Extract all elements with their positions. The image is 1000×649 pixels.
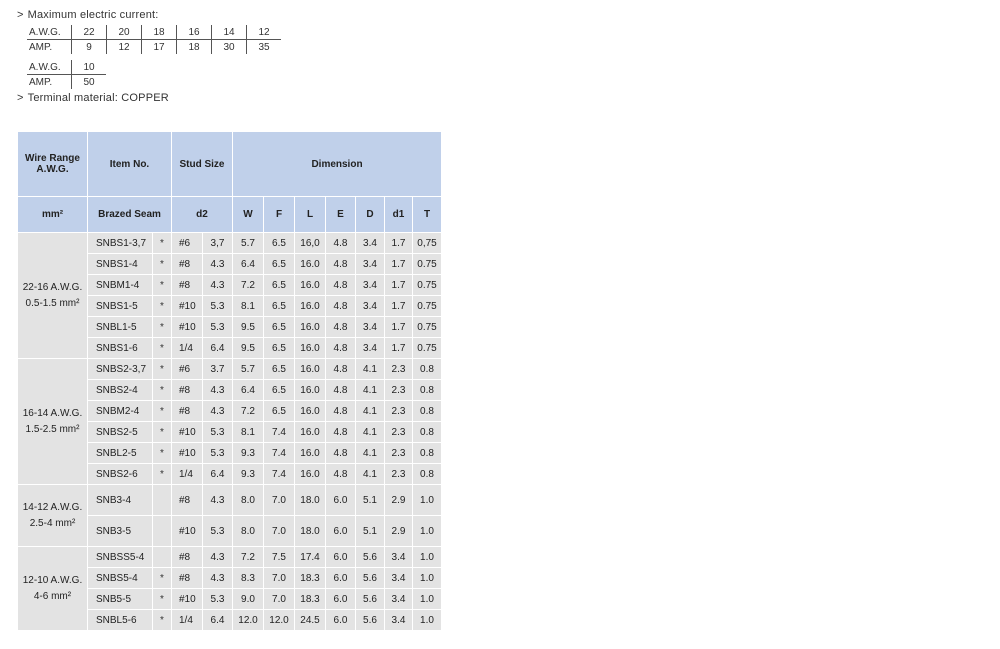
item-no: SNBS1-5 <box>88 296 153 317</box>
asterisk-mark: * <box>153 338 172 359</box>
stud-value: #10 <box>172 422 203 443</box>
stud-value: #8 <box>172 568 203 589</box>
e-value: 4.8 <box>326 254 356 275</box>
e-value: 6.0 <box>326 610 356 631</box>
l-value: 17.4 <box>295 547 326 568</box>
f-value: 7.0 <box>264 516 295 547</box>
e-value: 6.0 <box>326 516 356 547</box>
d1-value: 3.4 <box>385 610 413 631</box>
amp-value: 35 <box>247 40 282 55</box>
bullet-marker: > <box>17 92 24 104</box>
amp-value: 50 <box>72 75 107 90</box>
table-row <box>18 547 442 568</box>
item-no: SNB5-5 <box>88 589 153 610</box>
amp-value: 17 <box>142 40 177 55</box>
f-value: 6.5 <box>264 317 295 338</box>
f-value: 6.5 <box>264 254 295 275</box>
w-value: 8.1 <box>233 422 264 443</box>
l-value: 18.0 <box>295 516 326 547</box>
header-d: D <box>356 197 385 233</box>
l-value: 16.0 <box>295 401 326 422</box>
d-value: 3.4 <box>356 254 385 275</box>
awg-value: 12 <box>247 25 282 40</box>
d1-value: 2.9 <box>385 485 413 516</box>
l-value: 16.0 <box>295 338 326 359</box>
e-value: 4.8 <box>326 233 356 254</box>
w-value: 9.5 <box>233 338 264 359</box>
f-value: 7.0 <box>264 589 295 610</box>
f-value: 12.0 <box>264 610 295 631</box>
asterisk-mark: * <box>153 401 172 422</box>
d-value: 3.4 <box>356 338 385 359</box>
d1-value: 2.3 <box>385 464 413 485</box>
header-t: T <box>413 197 442 233</box>
d2-value: 4.3 <box>203 380 233 401</box>
l-value: 16.0 <box>295 296 326 317</box>
amp-value: 9 <box>72 40 107 55</box>
asterisk-mark: * <box>153 275 172 296</box>
l-value: 16.0 <box>295 275 326 296</box>
wire-range-awg: 16-14 A.W.G. <box>22 407 83 419</box>
w-value: 9.3 <box>233 443 264 464</box>
item-no: SNBS2-3,7 <box>88 359 153 380</box>
e-value: 4.8 <box>326 359 356 380</box>
asterisk-mark <box>153 547 172 568</box>
stud-value: #8 <box>172 380 203 401</box>
material-note <box>17 92 169 104</box>
d-value: 5.1 <box>356 485 385 516</box>
e-value: 4.8 <box>326 338 356 359</box>
t-value: 1.0 <box>413 589 442 610</box>
stud-value: #8 <box>172 485 203 516</box>
amp-value: 30 <box>212 40 247 55</box>
item-no: SNB3-5 <box>88 516 153 547</box>
d2-value: 5.3 <box>203 516 233 547</box>
e-value: 4.8 <box>326 275 356 296</box>
f-value: 7.5 <box>264 547 295 568</box>
d2-value: 5.3 <box>203 422 233 443</box>
e-value: 4.8 <box>326 401 356 422</box>
t-value: 0.8 <box>413 443 442 464</box>
l-value: 16,0 <box>295 233 326 254</box>
asterisk-mark: * <box>153 610 172 631</box>
w-value: 9.0 <box>233 589 264 610</box>
stud-value: 1/4 <box>172 610 203 631</box>
w-value: 7.2 <box>233 547 264 568</box>
d2-value: 6.4 <box>203 610 233 631</box>
d2-value: 4.3 <box>203 547 233 568</box>
l-value: 16.0 <box>295 380 326 401</box>
wire-range-awg: 14-12 A.W.G. <box>22 501 83 513</box>
wire-range-mm2: 2.5-4 mm² <box>29 517 76 529</box>
t-value: 1.0 <box>413 610 442 631</box>
stud-value: #8 <box>172 401 203 422</box>
e-value: 4.8 <box>326 317 356 338</box>
d2-value: 5.3 <box>203 317 233 338</box>
awg-value: 14 <box>212 25 247 40</box>
f-value: 7.4 <box>264 464 295 485</box>
d1-value: 1.7 <box>385 275 413 296</box>
d1-value: 1.7 <box>385 296 413 317</box>
d-value: 5.6 <box>356 568 385 589</box>
f-value: 6.5 <box>264 401 295 422</box>
awg-value: 16 <box>177 25 212 40</box>
d-value: 5.1 <box>356 516 385 547</box>
stud-value: #8 <box>172 254 203 275</box>
d1-value: 3.4 <box>385 568 413 589</box>
l-value: 16.0 <box>295 317 326 338</box>
current-table-main <box>27 25 281 54</box>
w-value: 6.4 <box>233 254 264 275</box>
l-value: 18.0 <box>295 485 326 516</box>
stud-value: 1/4 <box>172 464 203 485</box>
w-value: 8.0 <box>233 485 264 516</box>
t-value: 0.75 <box>413 275 442 296</box>
asterisk-mark: * <box>153 380 172 401</box>
d2-value: 4.3 <box>203 254 233 275</box>
d-value: 4.1 <box>356 380 385 401</box>
t-value: 1.0 <box>413 516 442 547</box>
asterisk-mark: * <box>153 464 172 485</box>
d1-value: 2.3 <box>385 401 413 422</box>
item-no: SNB3-4 <box>88 485 153 516</box>
item-no: SNBS5-4 <box>88 568 153 589</box>
header-l: L <box>295 197 326 233</box>
l-value: 18.3 <box>295 589 326 610</box>
t-value: 1.0 <box>413 547 442 568</box>
d1-value: 3.4 <box>385 589 413 610</box>
d1-value: 2.3 <box>385 359 413 380</box>
l-value: 16.0 <box>295 464 326 485</box>
t-value: 0.8 <box>413 464 442 485</box>
e-value: 4.8 <box>326 296 356 317</box>
t-value: 0.8 <box>413 422 442 443</box>
w-value: 7.2 <box>233 401 264 422</box>
header-brazed-seam: Brazed Seam <box>88 197 172 233</box>
l-value: 16.0 <box>295 254 326 275</box>
t-value: 0.8 <box>413 380 442 401</box>
item-no: SNBL2-5 <box>88 443 153 464</box>
item-no: SNBL5-6 <box>88 610 153 631</box>
f-value: 6.5 <box>264 380 295 401</box>
wire-range-cell <box>18 233 88 359</box>
awg-value: 22 <box>72 25 107 40</box>
d2-value: 4.3 <box>203 401 233 422</box>
wire-range-mm2: 1.5-2.5 mm² <box>25 423 80 435</box>
d1-value: 2.9 <box>385 516 413 547</box>
e-value: 6.0 <box>326 547 356 568</box>
d-value: 4.1 <box>356 401 385 422</box>
w-value: 7.2 <box>233 275 264 296</box>
table-row <box>18 359 442 380</box>
f-value: 6.5 <box>264 296 295 317</box>
amp-row-label: AMP. <box>29 76 53 88</box>
stud-value: #8 <box>172 275 203 296</box>
d2-value: 4.3 <box>203 275 233 296</box>
stud-value: #10 <box>172 317 203 338</box>
current-table-secondary <box>27 60 106 89</box>
wire-range-mm2: 4-6 mm² <box>33 590 72 602</box>
f-value: 7.0 <box>264 485 295 516</box>
d-value: 3.4 <box>356 233 385 254</box>
current-note <box>17 9 159 21</box>
table-row <box>18 233 442 254</box>
wire-range-awg: 12-10 A.W.G. <box>22 574 83 586</box>
t-value: 0.8 <box>413 359 442 380</box>
d-value: 4.1 <box>356 422 385 443</box>
l-value: 18.3 <box>295 568 326 589</box>
d2-value: 3,7 <box>203 233 233 254</box>
asterisk-mark <box>153 516 172 547</box>
item-no: SNBS1-6 <box>88 338 153 359</box>
item-no: SNBS1-4 <box>88 254 153 275</box>
f-value: 6.5 <box>264 338 295 359</box>
f-value: 7.4 <box>264 443 295 464</box>
stud-value: #10 <box>172 296 203 317</box>
e-value: 4.8 <box>326 464 356 485</box>
t-value: 0.8 <box>413 401 442 422</box>
t-value: 0.75 <box>413 296 442 317</box>
asterisk-mark <box>153 485 172 516</box>
d-value: 5.6 <box>356 589 385 610</box>
w-value: 5.7 <box>233 359 264 380</box>
w-value: 5.7 <box>233 233 264 254</box>
d1-value: 1.7 <box>385 233 413 254</box>
item-no: SNBM1-4 <box>88 275 153 296</box>
t-value: 0,75 <box>413 233 442 254</box>
awg-value: 10 <box>72 60 107 75</box>
item-no: SNBSS5-4 <box>88 547 153 568</box>
d-value: 4.1 <box>356 443 385 464</box>
wire-range-cell <box>18 359 88 485</box>
asterisk-mark: * <box>153 589 172 610</box>
header-e: E <box>326 197 356 233</box>
amp-row-label: AMP. <box>29 41 53 53</box>
item-no: SNBS2-5 <box>88 422 153 443</box>
header-stud-size: Stud Size <box>172 132 233 197</box>
current-label: Maximum electric current: <box>27 9 159 21</box>
d2-value: 5.3 <box>203 443 233 464</box>
amp-value: 12 <box>107 40 142 55</box>
d2-value: 5.3 <box>203 296 233 317</box>
asterisk-mark: * <box>153 422 172 443</box>
stud-value: #6 <box>172 233 203 254</box>
t-value: 1.0 <box>413 568 442 589</box>
d1-value: 2.3 <box>385 422 413 443</box>
awg-row-label: A.W.G. <box>27 60 72 75</box>
w-value: 9.5 <box>233 317 264 338</box>
material-label: Terminal material: COPPER <box>27 92 169 104</box>
wire-range-cell <box>18 547 88 631</box>
d-value: 5.6 <box>356 547 385 568</box>
awg-value: 18 <box>142 25 177 40</box>
header-item-no: Item No. <box>88 132 172 197</box>
w-value: 12.0 <box>233 610 264 631</box>
stud-value: 1/4 <box>172 338 203 359</box>
e-value: 6.0 <box>326 589 356 610</box>
w-value: 9.3 <box>233 464 264 485</box>
e-value: 4.8 <box>326 380 356 401</box>
asterisk-mark: * <box>153 317 172 338</box>
asterisk-mark: * <box>153 296 172 317</box>
w-value: 8.3 <box>233 568 264 589</box>
f-value: 7.0 <box>264 568 295 589</box>
awg-value: 20 <box>107 25 142 40</box>
asterisk-mark: * <box>153 568 172 589</box>
asterisk-mark: * <box>153 254 172 275</box>
wire-range-awg: 22-16 A.W.G. <box>22 281 83 293</box>
header-d2: d2 <box>172 197 233 233</box>
d-value: 4.1 <box>356 464 385 485</box>
d-value: 3.4 <box>356 317 385 338</box>
e-value: 6.0 <box>326 568 356 589</box>
l-value: 16.0 <box>295 443 326 464</box>
header-dimension: Dimension <box>233 132 442 197</box>
item-no: SNBS2-4 <box>88 380 153 401</box>
wire-range-mm2: 0.5-1.5 mm² <box>25 297 80 309</box>
l-value: 24.5 <box>295 610 326 631</box>
spec-table-body <box>18 233 442 631</box>
e-value: 4.8 <box>326 422 356 443</box>
f-value: 6.5 <box>264 275 295 296</box>
stud-value: #6 <box>172 359 203 380</box>
d2-value: 6.4 <box>203 464 233 485</box>
d2-value: 5.3 <box>203 589 233 610</box>
d2-value: 4.3 <box>203 485 233 516</box>
t-value: 0.75 <box>413 254 442 275</box>
w-value: 8.0 <box>233 516 264 547</box>
t-value: 0.75 <box>413 338 442 359</box>
d-value: 5.6 <box>356 610 385 631</box>
d2-value: 6.4 <box>203 338 233 359</box>
header-d1: d1 <box>385 197 413 233</box>
f-value: 7.4 <box>264 422 295 443</box>
stud-value: #10 <box>172 443 203 464</box>
item-no: SNBL1-5 <box>88 317 153 338</box>
l-value: 16.0 <box>295 359 326 380</box>
asterisk-mark: * <box>153 443 172 464</box>
awg-row-label: A.W.G. <box>27 25 72 40</box>
wire-range-cell <box>18 485 88 547</box>
table-row <box>18 485 442 516</box>
amp-value: 18 <box>177 40 212 55</box>
d2-value: 4.3 <box>203 568 233 589</box>
d1-value: 2.3 <box>385 443 413 464</box>
d2-value: 3.7 <box>203 359 233 380</box>
bullet-marker: > <box>17 9 24 21</box>
d-value: 4.1 <box>356 359 385 380</box>
t-value: 1.0 <box>413 485 442 516</box>
d1-value: 1.7 <box>385 317 413 338</box>
f-value: 6.5 <box>264 359 295 380</box>
item-no: SNBS2-6 <box>88 464 153 485</box>
item-no: SNBS1-3,7 <box>88 233 153 254</box>
d-value: 3.4 <box>356 296 385 317</box>
header-wire-range: Wire Range A.W.G. <box>18 132 88 197</box>
d1-value: 1.7 <box>385 338 413 359</box>
header-mm2: mm² <box>18 197 88 233</box>
w-value: 8.1 <box>233 296 264 317</box>
stud-value: #8 <box>172 547 203 568</box>
d1-value: 3.4 <box>385 547 413 568</box>
l-value: 16.0 <box>295 422 326 443</box>
asterisk-mark: * <box>153 233 172 254</box>
header-f: F <box>264 197 295 233</box>
t-value: 0.75 <box>413 317 442 338</box>
item-no: SNBM2-4 <box>88 401 153 422</box>
f-value: 6.5 <box>264 233 295 254</box>
d1-value: 2.3 <box>385 380 413 401</box>
d-value: 3.4 <box>356 275 385 296</box>
d1-value: 1.7 <box>385 254 413 275</box>
stud-value: #10 <box>172 589 203 610</box>
header-w: W <box>233 197 264 233</box>
e-value: 6.0 <box>326 485 356 516</box>
asterisk-mark: * <box>153 359 172 380</box>
spec-table <box>17 131 442 631</box>
w-value: 6.4 <box>233 380 264 401</box>
e-value: 4.8 <box>326 443 356 464</box>
stud-value: #10 <box>172 516 203 547</box>
